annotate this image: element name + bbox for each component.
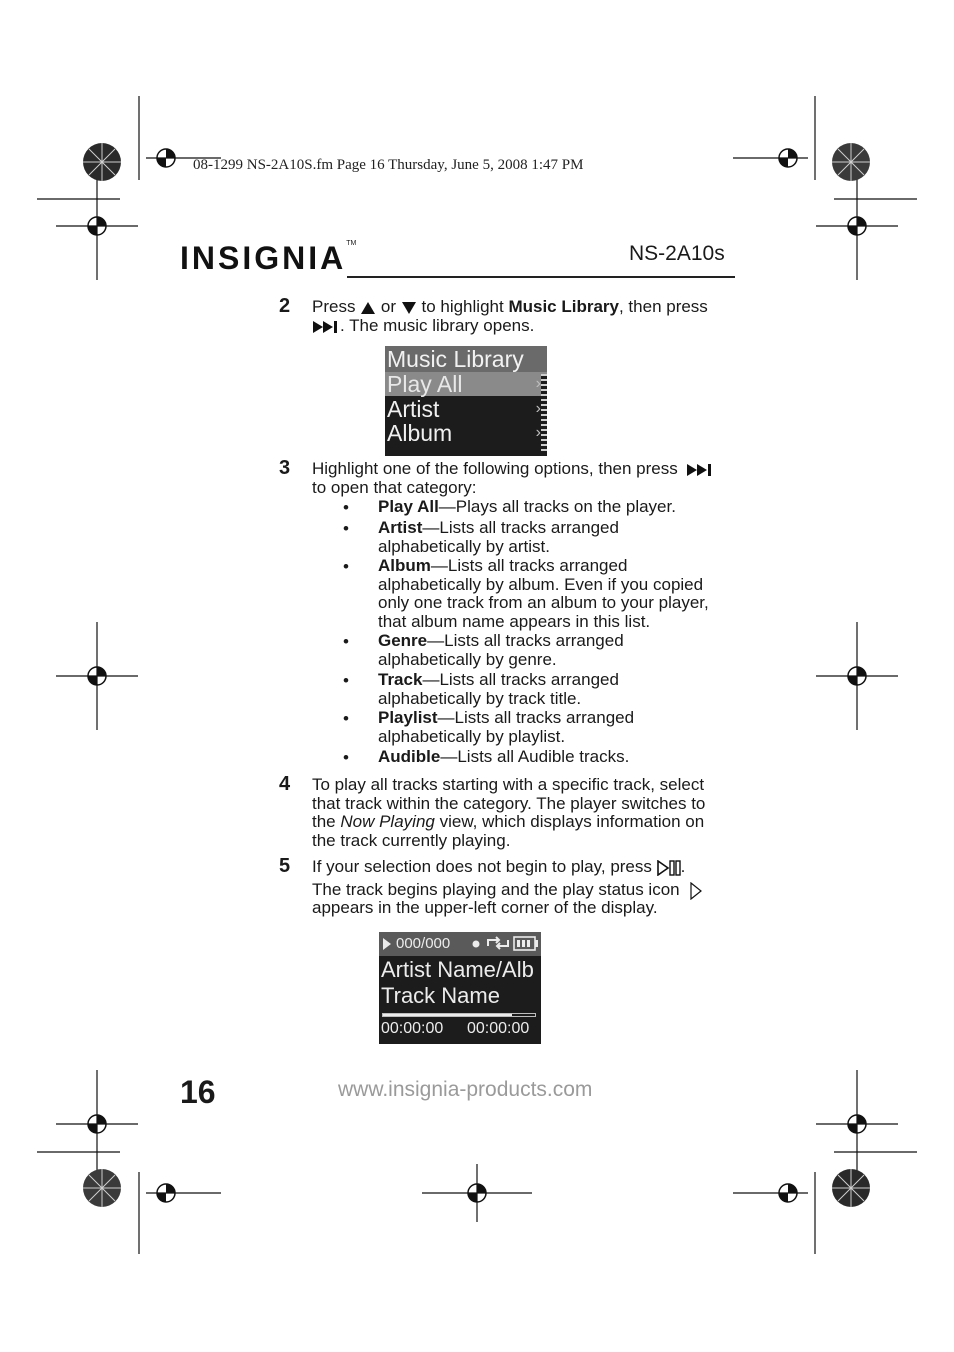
artist-album-line: Artist Name/Alb xyxy=(381,957,534,982)
track-name-line: Track Name xyxy=(381,983,500,1008)
menu-item-play-all: Play All › xyxy=(385,372,547,396)
chevron-right-icon: › xyxy=(535,400,541,417)
battery-icon xyxy=(513,936,539,951)
time-elapsed: 00:00:00 xyxy=(381,1020,444,1037)
step-4-line-2: that track within the category. The player switches to xyxy=(312,794,706,813)
next-track-icon xyxy=(312,320,340,334)
website-url: www.insignia-products.com xyxy=(338,1078,593,1101)
step-4-line-1: To play all tracks starting with a specific track, select xyxy=(312,775,705,794)
music-library-screen xyxy=(385,346,547,456)
step-4-line-3: the Now Playing view, which displays information on xyxy=(312,812,705,831)
model-number: NS-2A10s xyxy=(629,242,725,265)
logo-trademark: TM xyxy=(346,240,357,247)
step-number: 4 xyxy=(279,773,291,795)
track-counter: 000/000 xyxy=(396,935,451,952)
next-track-icon xyxy=(686,463,714,477)
step-2-line-2: . The music library opens. xyxy=(312,317,534,336)
step-3-line-2: to open that category: xyxy=(312,478,477,497)
menu-item-artist: Artist › xyxy=(387,396,541,422)
step-5-line-3: appears in the upper-left corner of the display. xyxy=(312,898,658,917)
scrollbar-indicator xyxy=(541,374,547,454)
step-number: 5 xyxy=(279,855,291,877)
header-rule xyxy=(347,276,735,278)
now-playing-screen xyxy=(379,932,541,1044)
menu-item-album: Album › xyxy=(387,420,541,446)
step-number: 3 xyxy=(279,457,291,479)
chevron-right-icon: › xyxy=(535,424,541,441)
step-2-line-1: Press or to highlight Music Library, then press xyxy=(312,297,708,316)
play-status-icon xyxy=(689,882,703,900)
up-arrow-icon xyxy=(360,301,376,315)
screen-title: Music Library xyxy=(385,346,547,372)
step-number: 2 xyxy=(279,295,291,317)
step-5-line-1: If your selection does not begin to play, press . xyxy=(312,857,686,876)
progress-fill xyxy=(383,1014,512,1016)
page-number: 16 xyxy=(180,1074,216,1110)
step-3-line-1: Highlight one of the following options, then press xyxy=(312,460,714,479)
step-5-line-2: The track begins playing and the play status icon xyxy=(312,881,703,900)
progress-bar xyxy=(382,1013,536,1017)
time-total: 00:00:00 xyxy=(467,1020,530,1037)
play-pause-icon xyxy=(657,860,681,876)
shuffle-dot-icon xyxy=(471,939,481,949)
print-slug: 08-1299 NS-2A10S.fm Page 16 Thursday, June 5, 2008 1:47 PM xyxy=(193,157,584,173)
insignia-logo xyxy=(180,240,356,277)
step-4-line-4: the track currently playing. xyxy=(312,831,511,850)
chevron-right-icon: › xyxy=(535,375,541,392)
play-status-icon xyxy=(382,937,392,951)
logo-wordmark: INSIGNIA xyxy=(180,240,347,276)
down-arrow-icon xyxy=(401,301,417,315)
status-bar xyxy=(379,932,541,956)
repeat-icon xyxy=(485,935,511,951)
